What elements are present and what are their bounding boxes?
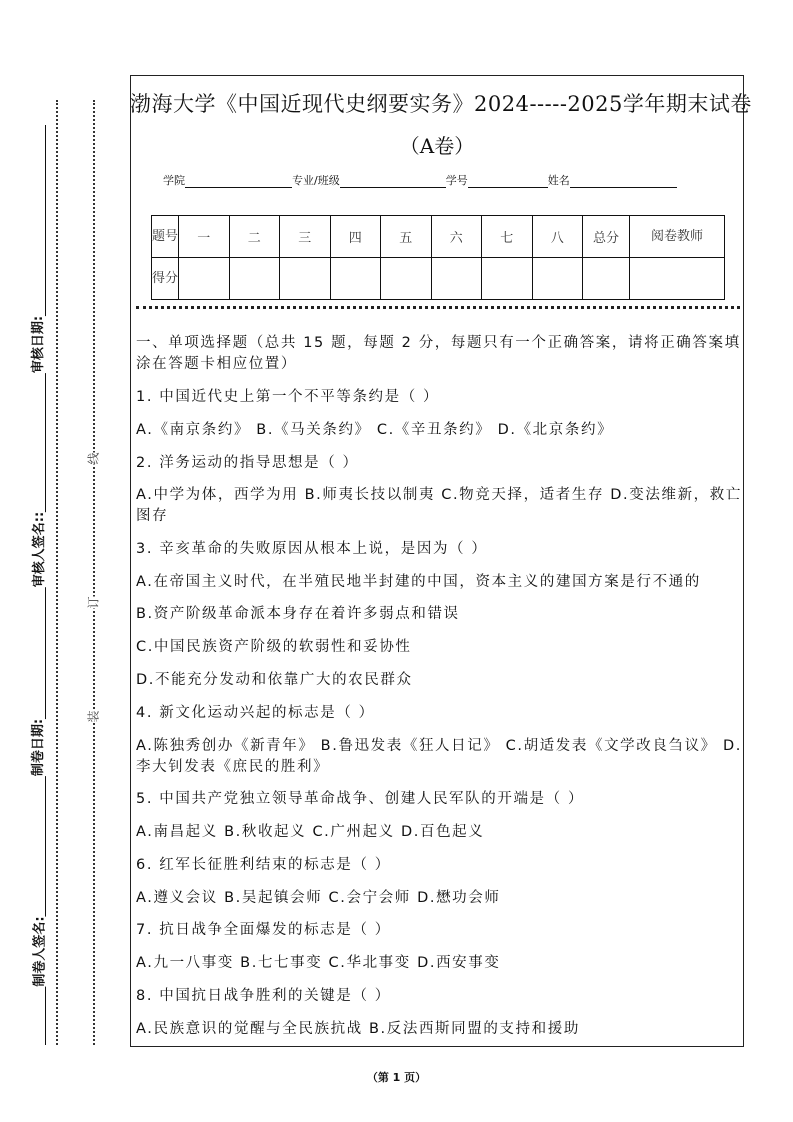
table-cell: 阅卷教师 (630, 216, 725, 258)
score-table (151, 215, 725, 300)
page-number: （第 1 页） (366, 1071, 427, 1084)
score-cell[interactable] (179, 258, 230, 300)
exam-subtitle: （A卷） (399, 134, 475, 158)
paper-maker-signature-label: 制卷人签名: (29, 916, 48, 986)
question-3-option-c: C.中国民族资产阶级的软弱性和妥协性 (136, 639, 412, 655)
question-3-option-a: A.在帝国主义时代，在半殖民地半封建的中国，资本主义的建国方案是行不通的 (136, 574, 701, 590)
student-info (163, 172, 677, 188)
question-1-options: A.《南京条约》 B.《马关条约》 C.《辛丑条约》 D.《北京条约》 (136, 422, 614, 438)
question-3-option-b: B.资产阶级革命派本身存在着许多弱点和错误 (136, 606, 460, 622)
table-cell: 总分 (583, 216, 630, 258)
question-3-option-d: D.不能充分发动和依靠广大的农民群众 (136, 672, 413, 688)
question-2: 2. 洋务运动的指导思想是（ ） (136, 455, 359, 471)
paper-date-label: 制卷日期: (27, 719, 46, 776)
reviewer-signature-label: 审核人签名:: (28, 512, 47, 587)
score-cell[interactable] (583, 258, 630, 300)
college-field[interactable] (185, 174, 292, 188)
question-4-options: A.陈独秀创办《新青年》 B.鲁迅发表《狂人日记》 C.胡适发表《文学改良刍议》 D.李大钊发表《庶民的胜利》 (136, 738, 742, 775)
binding-dotted-line-inner (93, 100, 95, 1045)
college-label: 学院 (163, 174, 185, 187)
table-cell: 四 (330, 216, 381, 258)
score-cell[interactable] (630, 258, 725, 300)
table-cell: 八 (532, 216, 583, 258)
binding-mark-staple: 订 (86, 596, 101, 609)
score-cell[interactable] (280, 258, 331, 300)
score-cell[interactable] (431, 258, 482, 300)
major-label: 专业/班级 (292, 174, 340, 187)
score-cell[interactable] (532, 258, 583, 300)
table-cell: 五 (381, 216, 432, 258)
section-heading: 一、单项选择题（总共 15 题，每题 2 分，每题只有一个正确答案，请将正确答案填涂在答题卡相应位置） (136, 335, 741, 372)
question-7-options: A.九一八事变 B.七七事变 C.华北事变 D.西安事变 (136, 955, 501, 971)
table-cell: 题号 (152, 216, 179, 258)
question-8: 8. 中国抗日战争胜利的关键是（ ） (136, 988, 391, 1004)
question-8-options: A.民族意识的觉醒与全民族抗战 B.反法西斯同盟的支持和援助 (136, 1021, 580, 1037)
question-5: 5. 中国共产党独立领导革命战争、创建人民军队的开端是（ ） (136, 791, 585, 807)
name-field[interactable] (570, 174, 677, 188)
table-cell: 七 (482, 216, 533, 258)
question-4: 4. 新文化运动兴起的标志是（ ） (136, 705, 375, 721)
review-date-label: 审核日期: (27, 316, 46, 373)
score-cell[interactable] (482, 258, 533, 300)
score-cell[interactable] (330, 258, 381, 300)
exam-title: 渤海大学《中国近现代史纲要实务》2024-----2025学年期末试卷 (130, 92, 752, 116)
question-6-options: A.遵义会议 B.吴起镇会师 C.会宁会师 D.懋功会师 (136, 890, 501, 906)
major-field[interactable] (340, 174, 446, 188)
question-5-options: A.南昌起义 B.秋收起义 C.广州起义 D.百色起义 (136, 824, 485, 840)
question-7: 7. 抗日战争全面爆发的标志是（ ） (136, 922, 391, 938)
name-label: 姓名 (547, 174, 570, 187)
table-cell: 一 (179, 216, 230, 258)
table-cell: 六 (431, 216, 482, 258)
binding-dotted-line-outer (56, 100, 58, 1045)
student-id-field[interactable] (468, 174, 548, 188)
table-cell: 三 (280, 216, 331, 258)
student-id-label: 学号 (445, 174, 468, 187)
score-cell[interactable] (229, 258, 280, 300)
question-2-options: A.中学为体，西学为用 B.师夷长技以制夷 C.物竞天择，适者生存 D.变法维新，救亡图存 (136, 487, 742, 524)
table-row (152, 216, 725, 258)
table-cell: 得分 (152, 258, 179, 300)
question-6: 6. 红军长征胜利结束的标志是（ ） (136, 857, 391, 873)
question-1: 1. 中国近代史上第一个不平等条约是（ ） (136, 389, 440, 405)
score-cell[interactable] (381, 258, 432, 300)
separator-dotted-line (136, 306, 740, 309)
binding-mark-bind: 装 (86, 710, 101, 723)
table-cell: 二 (229, 216, 280, 258)
question-3: 3. 辛亥革命的失败原因从根本上说，是因为（ ） (136, 541, 488, 557)
binding-mark-line: 线 (86, 452, 101, 465)
table-row (152, 258, 725, 300)
